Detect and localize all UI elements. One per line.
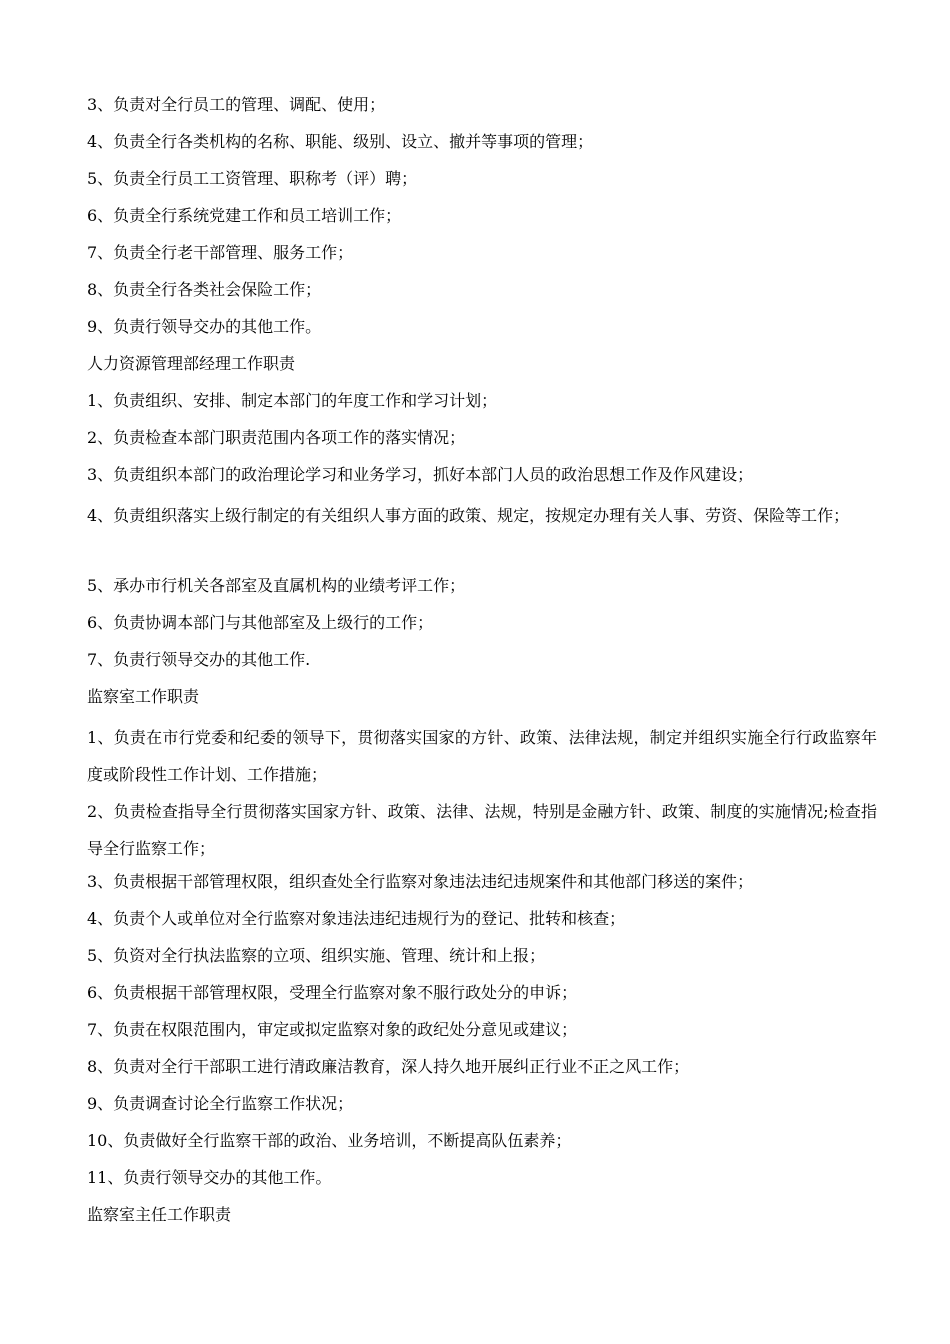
- list-item: 5、负资对全行执法监察的立项、组织实施、管理、统计和上报；: [87, 946, 546, 965]
- list-item: 6、负责协调本部门与其他部室及上级行的工作；: [87, 613, 434, 632]
- list-item: 7、负责行领导交办的其他工作.: [87, 650, 311, 669]
- list-item: 7、负责在权限范围内，审定或拟定监察对象的政纪处分意见或建议；: [87, 1020, 578, 1039]
- list-item: 4、负责全行各类机构的名称、职能、级别、设立、撤并等事项的管理；: [87, 132, 594, 151]
- list-item: 10、负责做好全行监察干部的政治、业务培训，不断提高队伍素养；: [87, 1131, 572, 1150]
- list-item: 6、负责全行系统党建工作和员工培训工作；: [87, 206, 402, 225]
- list-item: 11、负责行领导交办的其他工作。: [87, 1168, 332, 1187]
- list-item: 4、负责组织落实上级行制定的有关组织人事方面的政策、规定，按规定办理有关人事、劳资、保险等工作；: [87, 506, 850, 525]
- list-item: 7、负责全行老干部管理、服务工作；: [87, 243, 354, 262]
- list-item: 8、负责对全行干部职工进行清政廉洁教育，深人持久地开展纠正行业不正之风工作；: [87, 1057, 690, 1076]
- list-item: 8、负责全行各类社会保险工作；: [87, 280, 322, 299]
- list-item: 9、负责调查讨论全行监察工作状况；: [87, 1094, 354, 1113]
- list-item: 4、负责个人或单位对全行监察对象违法违纪违规行为的登记、批转和核查；: [87, 909, 626, 928]
- list-item: 3、负责组织本部门的政治理论学习和业务学习，抓好本部门人员的政治思想工作及作风建设；: [87, 465, 754, 484]
- list-item: 3、负责根据干部管理权限，组织查处全行监察对象违法违纪违规案件和其他部门移送的案件；: [87, 872, 754, 891]
- list-item: 1、负责组织、安排、制定本部门的年度工作和学习计划；: [87, 391, 498, 410]
- list-item: 6、负责根据干部管理权限，受理全行监察对象不服行政处分的申诉；: [87, 983, 578, 1002]
- section-heading: 监察室工作职责: [87, 687, 200, 706]
- list-item: 2、负责检查本部门职责范围内各项工作的落实情况；: [87, 428, 466, 447]
- list-item: 5、负责全行员工工资管理、职称考（评）聘；: [87, 169, 418, 188]
- list-item: 2、负责检查指导全行贯彻落实国家方针、政策、法律、法规，特别是金融方针、政策、制度的实施情况;检查指导全行监察工作；: [87, 802, 877, 858]
- document-page: [87, 90, 877, 1237]
- section-heading: 人力资源管理部经理工作职责: [87, 354, 296, 373]
- list-item: 3、负责对全行员工的管理、调配、使用；: [87, 95, 386, 114]
- section-heading: 监察室主任工作职责: [87, 1205, 232, 1224]
- list-item: 1、负责在市行党委和纪委的领导下，贯彻落实国家的方针、政策、法律法规，制定并组织实施全行行政监察年度或阶段性工作计划、工作措施；: [87, 728, 877, 784]
- list-item: 9、负责行领导交办的其他工作。: [87, 317, 322, 336]
- list-item: 5、承办市行机关各部室及直属机构的业绩考评工作；: [87, 576, 466, 595]
